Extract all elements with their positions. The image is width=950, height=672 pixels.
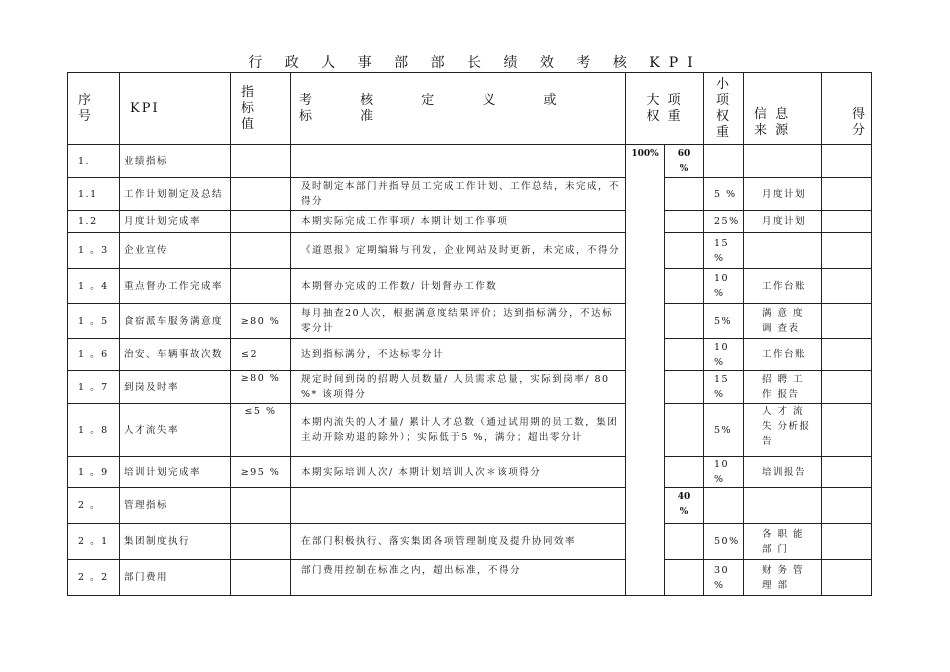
row-seq: 1.1 xyxy=(68,178,120,211)
row-kpi: 部门费用 xyxy=(120,560,231,596)
row-seq: 1 。6 xyxy=(68,339,120,371)
row-seq: 2 。2 xyxy=(68,560,120,596)
row-seq: 1 。5 xyxy=(68,304,120,339)
row-kpi: 月度计划完成率 xyxy=(120,211,231,233)
row-target: ≥80 % xyxy=(231,371,291,404)
row-definition: 及时制定本部门并指导员工完成工作计划、工作总结，未完成，不得分 xyxy=(291,178,626,211)
header-score: 得 分 xyxy=(822,73,872,145)
row-minor-weight: 30 % xyxy=(704,560,744,596)
row-empty-cell xyxy=(665,269,704,304)
row-definition: 部门费用控制在标准之内，超出标准，不得分 xyxy=(291,560,626,596)
header-kpi: KPI xyxy=(120,73,231,145)
row-seq: 1 。9 xyxy=(68,457,120,488)
table-row xyxy=(68,178,872,211)
row-kpi: 企业宣传 xyxy=(120,233,231,269)
table-row xyxy=(68,233,872,269)
row-target: ≥95 % xyxy=(231,457,291,488)
row-score xyxy=(822,339,872,371)
row-minor-weight: 5 % xyxy=(704,178,744,211)
row-minor-weight: 60 % xyxy=(665,145,704,178)
row-score xyxy=(822,371,872,404)
row-empty-cell xyxy=(665,524,704,560)
kpi-table xyxy=(67,72,872,596)
row-target xyxy=(231,560,291,596)
header-definition: 考 核 定 义 或 标 准 xyxy=(291,73,626,145)
row-definition: 每月抽查20人次，根据满意度结果评价；达到指标满分，不达标零分计 xyxy=(291,304,626,339)
row-definition: 《道恩报》定期编辑与刊发，企业网站及时更新，未完成，不得分 xyxy=(291,233,626,269)
header-target: 指 标 值 xyxy=(231,73,291,145)
row-source: 工作台账 xyxy=(744,269,822,304)
row-seq: 1 。7 xyxy=(68,371,120,404)
row-empty-cell xyxy=(665,178,704,211)
row-source xyxy=(744,488,822,524)
row-definition: 本期督办完成的工作数/ 计划督办工作数 xyxy=(291,269,626,304)
header-minor-weight: 小 项 权 重 xyxy=(704,73,744,145)
table-row xyxy=(68,457,872,488)
row-empty-cell xyxy=(665,404,704,457)
row-target: ≤5 % xyxy=(231,404,291,457)
row-kpi: 重点督办工作完成率 xyxy=(120,269,231,304)
row-minor-weight: 5% xyxy=(704,304,744,339)
row-source: 人 才 流 失 分析报告 xyxy=(744,404,822,457)
row-empty-cell xyxy=(665,304,704,339)
table-row xyxy=(68,145,872,178)
row-target: ≤2 xyxy=(231,339,291,371)
row-target xyxy=(231,178,291,211)
row-score xyxy=(822,457,872,488)
row-score xyxy=(822,269,872,304)
table-row xyxy=(68,524,872,560)
table-row xyxy=(68,304,872,339)
header-row xyxy=(68,73,872,145)
header-source: 信 息 来 源 xyxy=(744,73,822,145)
row-source: 财 务 管 理 部 xyxy=(744,560,822,596)
row-kpi: 集团制度执行 xyxy=(120,524,231,560)
row-seq: 1 。3 xyxy=(68,233,120,269)
row-minor-weight: 25% xyxy=(704,211,744,233)
row-seq: 1. xyxy=(68,145,120,178)
row-definition: 达到指标满分，不达标零分计 xyxy=(291,339,626,371)
row-source: 培训报告 xyxy=(744,457,822,488)
row-target xyxy=(231,524,291,560)
page-title: 行 政 人 事 部 部 长 绩 效 考 核 KPI xyxy=(248,55,702,71)
row-score xyxy=(822,488,872,524)
row-score xyxy=(822,145,872,178)
row-kpi: 工作计划制定及总结 xyxy=(120,178,231,211)
row-definition: 本期实际完成工作事项/ 本期计划工作事项 xyxy=(291,211,626,233)
row-source: 月度计划 xyxy=(744,178,822,211)
row-kpi: 到岗及时率 xyxy=(120,371,231,404)
row-score xyxy=(822,524,872,560)
row-minor-weight: 10 % xyxy=(704,457,744,488)
row-kpi: 培训计划完成率 xyxy=(120,457,231,488)
row-empty-cell xyxy=(665,371,704,404)
row-source: 各 职 能 部 门 xyxy=(744,524,822,560)
row-empty-cell xyxy=(665,560,704,596)
row-score xyxy=(822,304,872,339)
row-definition xyxy=(291,488,626,524)
row-source xyxy=(744,233,822,269)
row-minor-weight: 15 % xyxy=(704,233,744,269)
row-minor-weight: 15 % xyxy=(704,371,744,404)
row-minor-weight: 5% xyxy=(704,404,744,457)
row-target xyxy=(231,145,291,178)
header-seq: 序 号 xyxy=(68,73,120,145)
row-seq: 1.2 xyxy=(68,211,120,233)
row-score xyxy=(822,211,872,233)
row-minor-weight: 40 % xyxy=(665,488,704,524)
row-empty-cell xyxy=(665,339,704,371)
row-score xyxy=(822,233,872,269)
table-row xyxy=(68,404,872,457)
row-target: ≥80 % xyxy=(231,304,291,339)
row-definition: 本期实际培训人次/ 本期计划培训人次＊该项得分 xyxy=(291,457,626,488)
row-definition xyxy=(291,145,626,178)
table-row xyxy=(68,560,872,596)
row-seq: 2 。 xyxy=(68,488,120,524)
row-minor-weight: 10 % xyxy=(704,269,744,304)
row-definition: 在部门积极执行、落实集团各项管理制度及提升协同效率 xyxy=(291,524,626,560)
row-empty-cell xyxy=(665,233,704,269)
row-major-weight: 100% xyxy=(626,145,665,596)
table-row xyxy=(68,371,872,404)
header-major-weight: 大 项 权 重 xyxy=(626,73,704,145)
row-minor-weight: 50% xyxy=(704,524,744,560)
row-seq: 2 。1 xyxy=(68,524,120,560)
row-seq: 1 。4 xyxy=(68,269,120,304)
row-source: 招 聘 工 作 报告 xyxy=(744,371,822,404)
row-empty-cell xyxy=(704,488,744,524)
table-row xyxy=(68,339,872,371)
row-target xyxy=(231,211,291,233)
row-score xyxy=(822,404,872,457)
row-minor-weight: 10 % xyxy=(704,339,744,371)
row-empty-cell xyxy=(665,211,704,233)
row-source: 工作台账 xyxy=(744,339,822,371)
table-row xyxy=(68,488,872,524)
row-target xyxy=(231,269,291,304)
row-definition: 本期内流失的人才量/ 累计人才总数（通过试用期的员工数，集团主动开除劝退的除外）；实际低于5 %，满分；超出零分计 xyxy=(291,404,626,457)
row-kpi: 人才流失率 xyxy=(120,404,231,457)
row-score xyxy=(822,560,872,596)
row-kpi: 治安、车辆事故次数 xyxy=(120,339,231,371)
row-source: 满 意 度 调 查表 xyxy=(744,304,822,339)
row-kpi: 业绩指标 xyxy=(120,145,231,178)
row-target xyxy=(231,488,291,524)
row-kpi: 管理指标 xyxy=(120,488,231,524)
row-source xyxy=(744,145,822,178)
row-empty-cell xyxy=(704,145,744,178)
row-empty-cell xyxy=(665,457,704,488)
table-row xyxy=(68,211,872,233)
row-definition: 规定时间到岗的招聘人员数量/ 人员需求总量，实际到岗率/ 80 %* 该项得分 xyxy=(291,371,626,404)
row-seq: 1 。8 xyxy=(68,404,120,457)
row-kpi: 食宿派车服务满意度 xyxy=(120,304,231,339)
row-target xyxy=(231,233,291,269)
row-score xyxy=(822,178,872,211)
table-row xyxy=(68,269,872,304)
row-source: 月度计划 xyxy=(744,211,822,233)
